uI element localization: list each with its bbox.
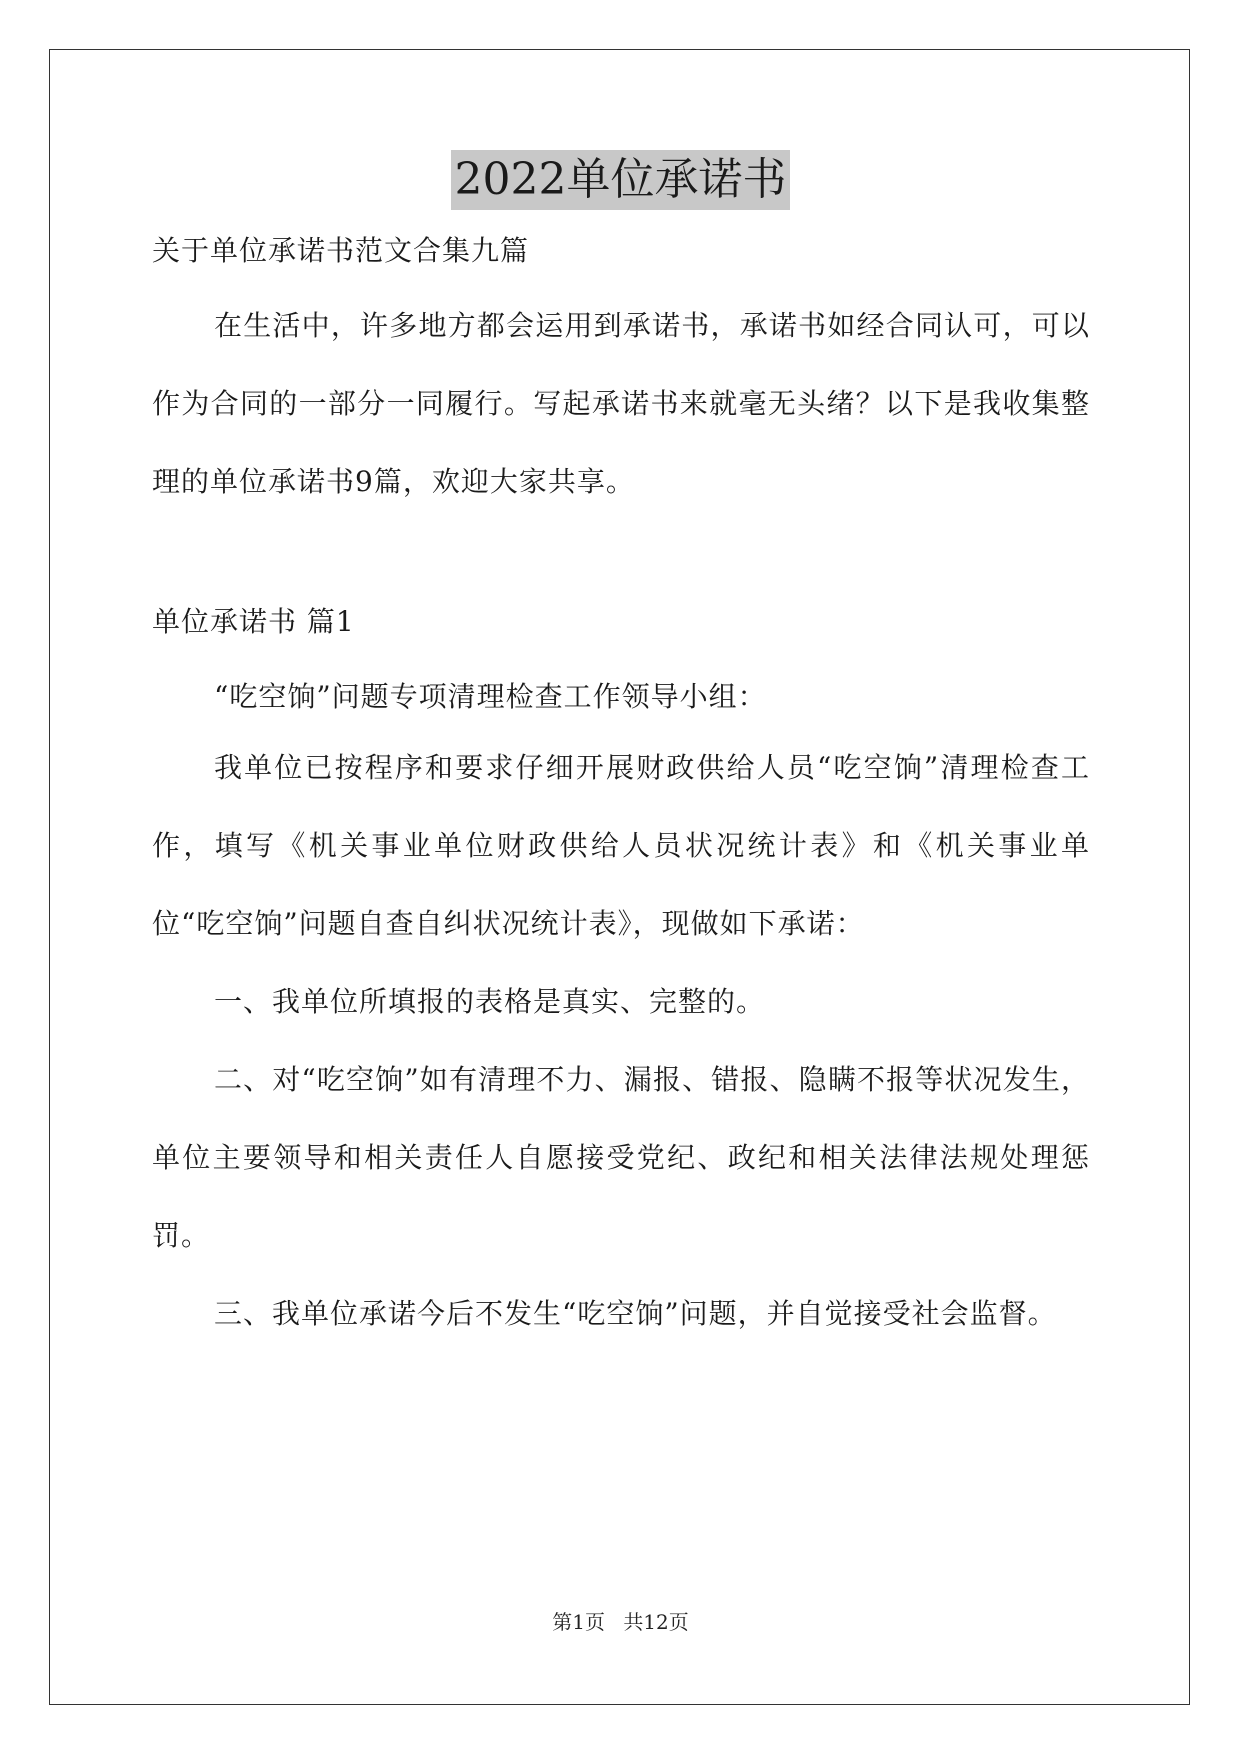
body-paragraph-3: 二、对“吃空饷”如有清理不力、漏报、错报、隐瞒不报等状况发生，单位主要领导和相关责任人自愿接受党纪、政纪和相关法律法规处理惩罚。	[152, 1063, 1090, 1252]
page-footer	[0, 1606, 1241, 1635]
page-total: 共12页	[623, 1610, 689, 1634]
salutation: “吃空饷”问题专项清理检查工作领导小组：	[214, 680, 767, 713]
body-paragraph-4: 三、我单位承诺今后不发生“吃空饷”问题，并自觉接受社会监督。	[214, 1297, 1057, 1330]
intro-paragraph: 在生活中，许多地方都会运用到承诺书，承诺书如经合同认可，可以作为合同的一部分一同履行。写起承诺书来就毫无头绪？以下是我收集整理的单位承诺书9篇，欢迎大家共享。	[152, 309, 1090, 498]
body-paragraph-2: 一、我单位所填报的表格是真实、完整的。	[214, 985, 766, 1018]
body-paragraph-1: 我单位已按程序和要求仔细开展财政供给人员“吃空饷”清理检查工作，填写《机关事业单位财政供给人员状况统计表》和《机关事业单位“吃空饷”问题自查自纠状况统计表》，现做如下承诺：	[152, 751, 1090, 940]
document-subtitle: 关于单位承诺书范文合集九篇	[152, 234, 530, 267]
title-container	[0, 150, 1241, 210]
page-number: 第1页	[552, 1610, 605, 1634]
section-heading: 单位承诺书 篇1	[152, 605, 355, 638]
document-title: 2022单位承诺书	[451, 150, 791, 210]
